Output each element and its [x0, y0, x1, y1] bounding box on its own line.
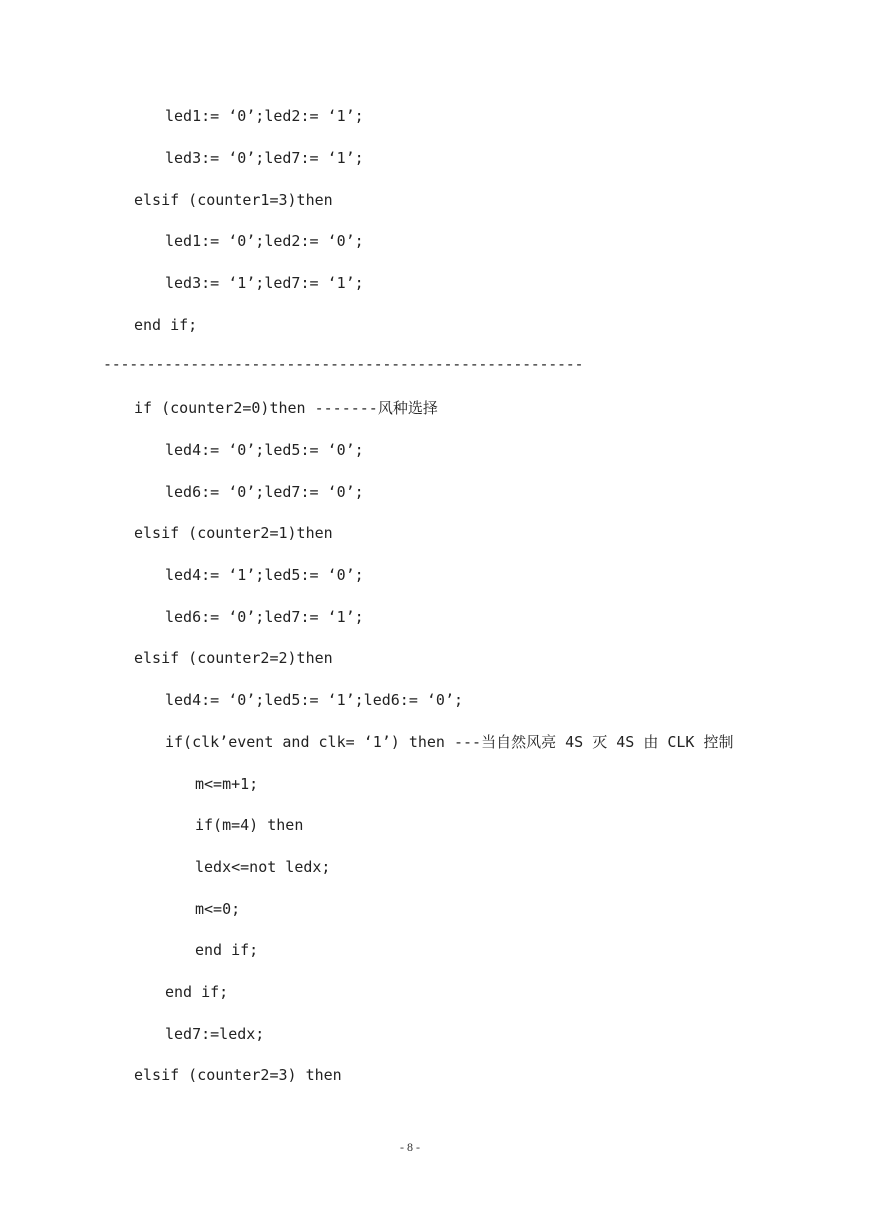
code-line: led6:= ‘0’;led7:= ‘0’; [165, 483, 364, 501]
code-line: led1:= ‘0’;led2:= ‘1’; [165, 107, 364, 125]
code-line: m<=m+1; [195, 775, 259, 793]
section-divider: ------------------------------------------------------- [103, 355, 584, 373]
code-line: elsif (counter1=3)then [134, 191, 333, 209]
code-line: elsif (counter2=1)then [134, 524, 333, 542]
code-line: m<=0; [195, 900, 241, 918]
code-line: led6:= ‘0’;led7:= ‘1’; [165, 608, 364, 626]
code-line: led3:= ‘1’;led7:= ‘1’; [165, 274, 364, 292]
code-line: elsif (counter2=2)then [134, 649, 333, 667]
code-line: led4:= ‘0’;led5:= ‘0’; [165, 441, 364, 459]
code-line: end if; [195, 941, 259, 959]
page-number: - 8 - [400, 1140, 420, 1154]
code-line: led3:= ‘0’;led7:= ‘1’; [165, 149, 364, 167]
code-line: end if; [165, 983, 229, 1001]
code-line: end if; [134, 316, 198, 334]
code-line: led1:= ‘0’;led2:= ‘0’; [165, 232, 364, 250]
code-line: if (counter2=0)then -------风种选择 [134, 399, 438, 417]
code-line: led4:= ‘1’;led5:= ‘0’; [165, 566, 364, 584]
code-line: ledx<=not ledx; [195, 858, 331, 876]
code-line: if(clk’event and clk= ‘1’) then ---当自然风亮 4S 灭 4S 由 CLK 控制 [165, 733, 734, 751]
code-line: led4:= ‘0’;led5:= ‘1’;led6:= ‘0’; [165, 691, 464, 709]
code-line: elsif (counter2=3) then [134, 1066, 342, 1084]
code-line: if(m=4) then [195, 816, 304, 834]
code-line: led7:=ledx; [165, 1025, 265, 1043]
